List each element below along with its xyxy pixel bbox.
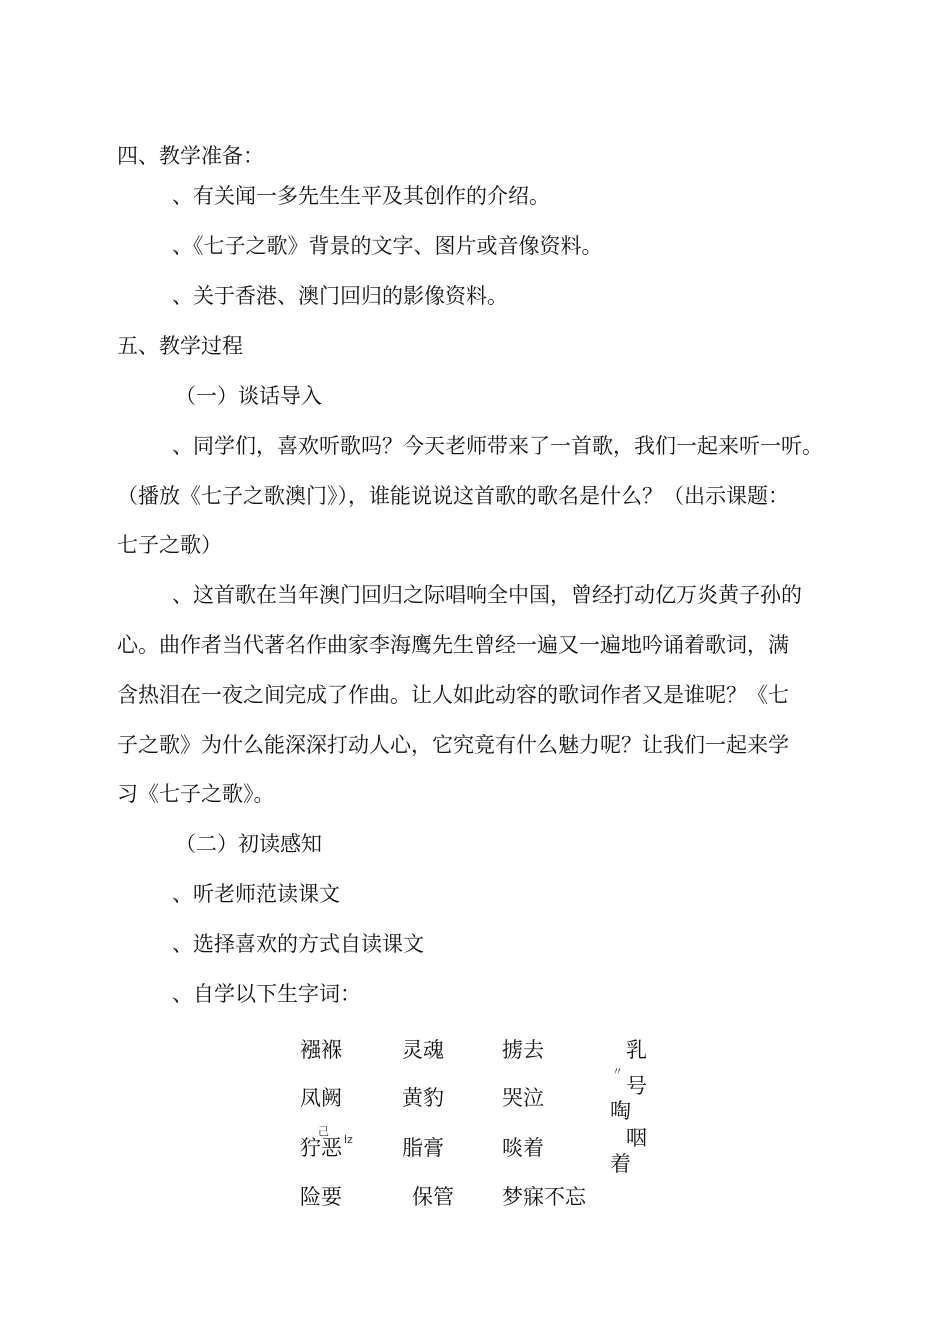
vocab-word: 梦寐不忘: [502, 1185, 586, 1209]
vocab-col4-char: 咽: [626, 1126, 647, 1150]
vocab-word: 襁褓: [300, 1038, 342, 1062]
vocab-word: 哭泣: [502, 1086, 544, 1110]
section-title-intro: （一）谈话导入: [175, 384, 322, 408]
intro-paragraph-1-line-1: 、同学们，喜欢听歌吗？今天老师带来了一首歌，我们一起来听一听。: [172, 434, 823, 458]
prep-item-2: 、《七子之歌》背景的文字、图片或音像资料。: [172, 234, 603, 258]
vocab-word: 凤阙: [300, 1086, 342, 1110]
vocab-word: 黄豹: [402, 1086, 444, 1110]
vocab-word: 险要: [300, 1185, 342, 1209]
vocab-col4-char: 啕: [610, 1099, 631, 1123]
heading-preparation: 四、教学准备：: [117, 144, 264, 168]
intro-paragraph-1-line-3: 七子之歌）: [117, 533, 222, 557]
reading-item-2: 、选择喜欢的方式自读课文: [172, 932, 424, 956]
reading-item-1: 、听老师范读课文: [172, 882, 340, 906]
vocab-word: 保管: [412, 1185, 454, 1209]
heading-process: 五、教学过程: [117, 334, 243, 358]
intro-paragraph-2-line-4: 子之歌》为什么能深深打动人心，它究竟有什么魅力呢？让我们一起来学: [117, 733, 789, 757]
vocab-col4-char: 着: [610, 1152, 631, 1176]
intro-paragraph-2-line-5: 习《七子之歌》。: [117, 782, 275, 806]
intro-paragraph-2-line-3: 含热泪在一夜之间完成了作曲。让人如此动容的歌词作者又是谁呢？《七: [117, 683, 789, 707]
intro-paragraph-2-line-1: 、这首歌在当年澳门回归之际唱响全中国，曾经打动亿万炎黄子孙的: [172, 583, 802, 607]
section-title-first-reading: （二）初读感知: [175, 832, 322, 856]
vocab-word: 灵魂: [402, 1038, 444, 1062]
prep-item-3: 、关于香港、澳门回归的影像资料。: [172, 284, 508, 308]
reading-item-3: 、自学以下生字词：: [172, 982, 361, 1006]
scan-artifact: 〃: [612, 1065, 623, 1078]
vocab-col4-char: 号: [626, 1074, 647, 1098]
prep-item-1: 、有关闻一多先生生平及其创作的介绍。: [172, 184, 550, 208]
intro-paragraph-1-line-2: （播放《七子之歌澳门》），谁能说说这首歌的歌名是什么？（出示课题：: [117, 484, 789, 508]
vocab-col4-char: 乳: [626, 1038, 647, 1062]
scan-artifact: 己: [318, 1125, 329, 1138]
vocab-word: 脂膏: [402, 1136, 444, 1160]
intro-paragraph-2-line-2: 心。曲作者当代著名作曲家李海鹰先生曾经一遍又一遍地吟诵着歌词，满: [117, 633, 789, 657]
scan-artifact: lz: [344, 1133, 353, 1146]
vocab-word: 掳去: [502, 1038, 544, 1062]
vocab-word: 狞恶: [300, 1136, 342, 1160]
vocab-word: 啖着: [502, 1136, 544, 1160]
